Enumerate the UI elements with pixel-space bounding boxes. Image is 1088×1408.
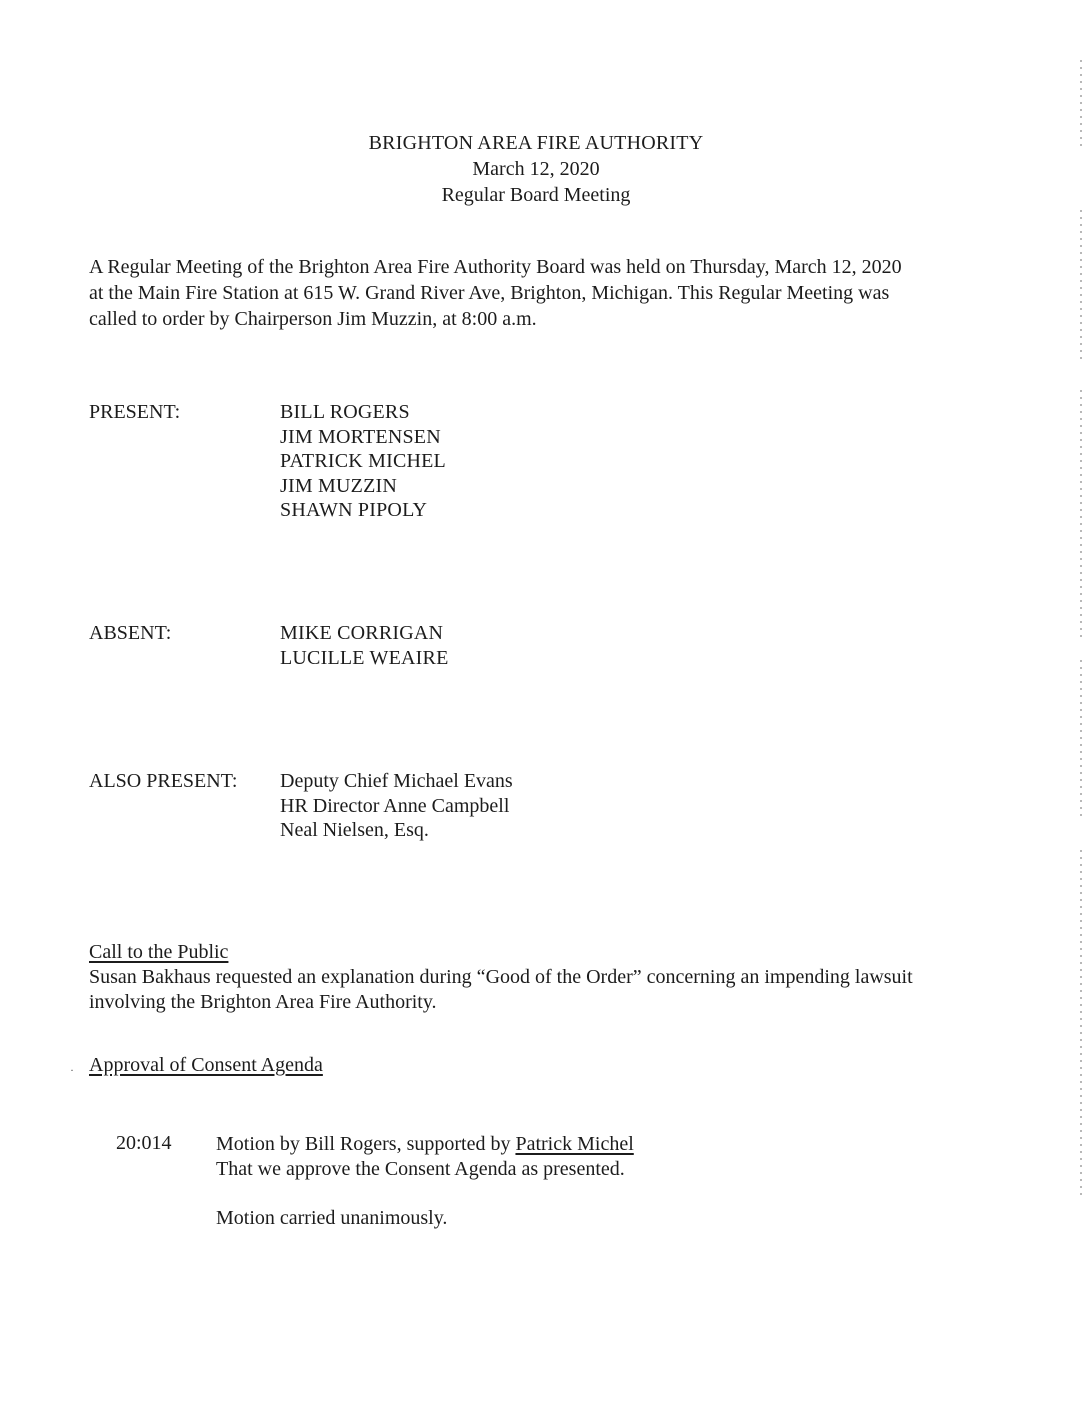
absent-label: ABSENT: bbox=[89, 622, 172, 644]
document-header bbox=[0, 130, 1072, 208]
scan-artifact bbox=[1080, 210, 1082, 360]
intro-line: called to order by Chairperson Jim Muzzin, at 8:00 a.m. bbox=[89, 308, 537, 330]
absent-list bbox=[280, 621, 449, 670]
intro-line: at the Main Fire Station at 615 W. Grand River Ave, Brighton, Michigan. This Regular Meeting was bbox=[89, 282, 890, 304]
organization-title: BRIGHTON AREA FIRE AUTHORITY bbox=[368, 132, 704, 154]
scan-artifact bbox=[1080, 660, 1082, 820]
present-member: BILL ROGERS bbox=[280, 401, 410, 423]
meeting-date: March 12, 2020 bbox=[472, 158, 600, 180]
consent-agenda-heading: Approval of Consent Agenda bbox=[89, 1054, 323, 1076]
present-label: PRESENT: bbox=[89, 401, 181, 423]
present-member: PATRICK MICHEL bbox=[280, 450, 446, 472]
also-present-member: HR Director Anne Campbell bbox=[280, 794, 510, 817]
also-present-label: ALSO PRESENT: bbox=[89, 770, 238, 792]
motion-body: That we approve the Consent Agenda as presented. bbox=[216, 1158, 625, 1180]
present-member: SHAWN PIPOLY bbox=[280, 499, 428, 521]
call-to-public-line: Susan Bakhaus requested an explanation during “Good of the Order” concerning an impending lawsuit bbox=[89, 966, 913, 988]
present-member: JIM MUZZIN bbox=[280, 474, 397, 497]
call-to-public-heading: Call to the Public bbox=[89, 941, 229, 963]
present-member: JIM MORTENSEN bbox=[280, 425, 441, 448]
present-list bbox=[280, 400, 446, 523]
absent-member: LUCILLE WEAIRE bbox=[280, 646, 449, 669]
also-present-list bbox=[280, 769, 513, 843]
scan-artifact bbox=[1080, 390, 1082, 640]
also-present-member: Neal Nielsen, Esq. bbox=[280, 819, 429, 841]
also-present-member: Deputy Chief Michael Evans bbox=[280, 770, 513, 792]
motion-text bbox=[216, 1132, 634, 1182]
intro-line: A Regular Meeting of the Brighton Area Fire Authority Board was held on Thursday, March 12, 2020 bbox=[89, 256, 902, 278]
scan-artifact bbox=[1080, 60, 1082, 150]
meeting-type: Regular Board Meeting bbox=[441, 184, 631, 206]
motion-line bbox=[216, 1132, 634, 1157]
scan-artifact bbox=[1080, 850, 1082, 1200]
motion-number: 20:014 bbox=[116, 1132, 172, 1154]
motion-prefix: Motion by Bill Rogers, supported by bbox=[216, 1133, 516, 1155]
call-to-public-paragraph bbox=[89, 965, 989, 1015]
absent-member: MIKE CORRIGAN bbox=[280, 622, 444, 644]
margin-mark: · bbox=[70, 1063, 74, 1077]
motion-supporter: Patrick Michel bbox=[515, 1133, 634, 1155]
motion-result: Motion carried unanimously. bbox=[216, 1207, 448, 1229]
call-to-public-line: involving the Brighton Area Fire Authority. bbox=[89, 991, 437, 1013]
intro-paragraph bbox=[89, 254, 999, 332]
